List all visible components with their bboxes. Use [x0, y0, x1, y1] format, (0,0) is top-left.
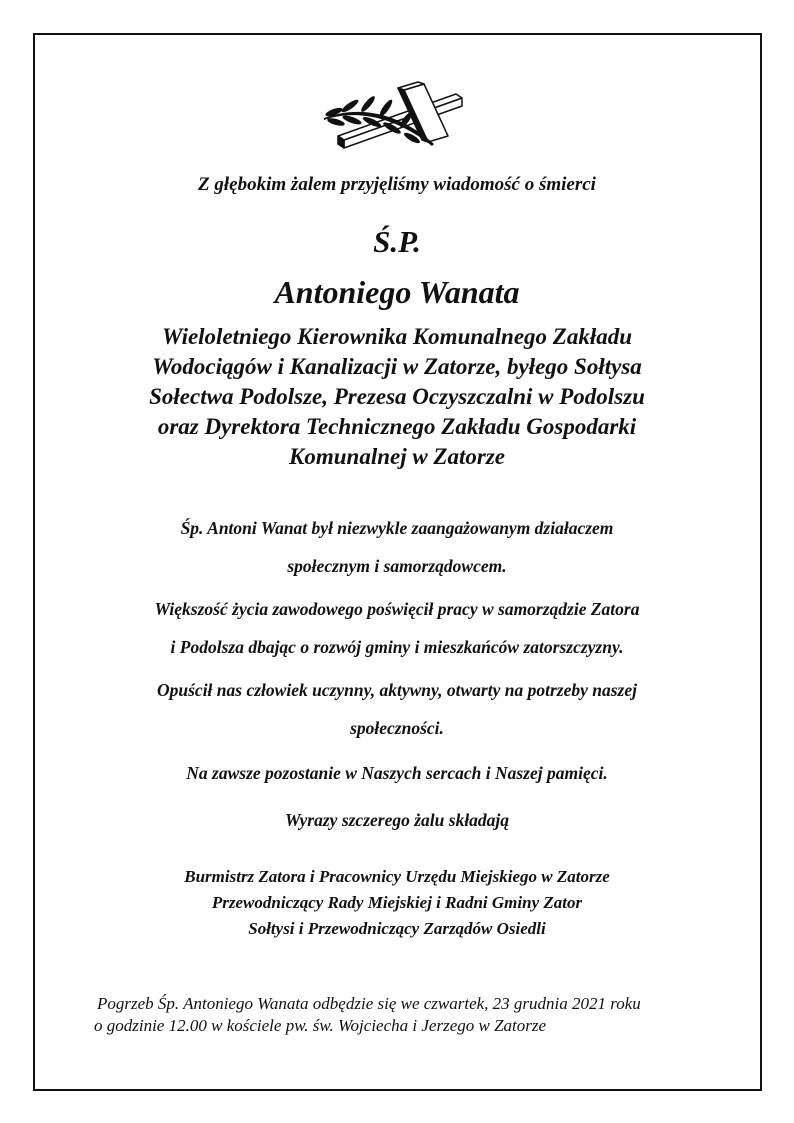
- signers: [40, 864, 754, 942]
- signer: Burmistrz Zatora i Pracownicy Urzędu Miejskiego w Zatorze: [184, 867, 610, 886]
- paragraph-line: Śp. Antoni Wanat był niezwykle zaangażowanym działaczem: [180, 518, 614, 538]
- cross-with-palm-branch-icon: [322, 80, 482, 152]
- intro-line: Z głębokim żalem przyjęliśmy wiadomość o śmierci: [198, 174, 596, 195]
- deceased-titles: [40, 322, 754, 472]
- title-line: Komunalnej w Zatorze: [289, 444, 505, 469]
- paragraph-line: i Podolsza dbając o rozwój gminy i mieszkańców zatorszczyzny.: [170, 637, 624, 657]
- paragraph: [40, 509, 754, 585]
- paragraph-line: Wyrazy szczerego żalu składają: [284, 810, 510, 830]
- paragraph-line: społeczności.: [350, 718, 444, 738]
- signer: Przewodniczący Rady Miejskiej i Radni Gminy Zator: [211, 893, 583, 912]
- paragraph-line: Większość życia zawodowego poświęcił pracy w samorządzie Zatora: [154, 599, 640, 619]
- title-line: Wodociągów i Kanalizacji w Zatorze, byłego Sołtysa: [152, 354, 642, 379]
- condolences-line: [40, 801, 754, 839]
- paragraph: [40, 671, 754, 747]
- paragraph: [40, 754, 754, 792]
- paragraph-line: Opuścił nas człowiek uczynny, aktywny, otwarty na potrzeby naszej: [157, 680, 637, 700]
- title-line: oraz Dyrektora Technicznego Zakładu Gospodarki: [157, 414, 637, 439]
- funeral-notice: [94, 993, 641, 1037]
- prefix-sp: Ś.P.: [373, 224, 421, 259]
- signer: Sołtysi i Przewodniczący Zarządów Osiedli: [248, 919, 546, 938]
- paragraph-line: społecznym i samorządowcem.: [287, 556, 507, 576]
- paragraph-line: Na zawsze pozostanie w Naszych sercach i Naszej pamięci.: [186, 763, 608, 783]
- funeral-line: o godzinie 12.00 w kościele pw. św. Wojciecha i Jerzego w Zatorze: [94, 1016, 547, 1035]
- paragraph: [40, 590, 754, 666]
- funeral-line: Pogrzeb Śp. Antoniego Wanata odbędzie się we czwartek, 23 grudnia 2021 roku: [97, 994, 641, 1013]
- title-line: Wieloletniego Kierownika Komunalnego Zakładu: [161, 324, 633, 349]
- title-line: Sołectwa Podolsze, Prezesa Oczyszczalni w Podolszu: [149, 384, 645, 409]
- deceased-name: Antoniego Wanata: [274, 274, 520, 310]
